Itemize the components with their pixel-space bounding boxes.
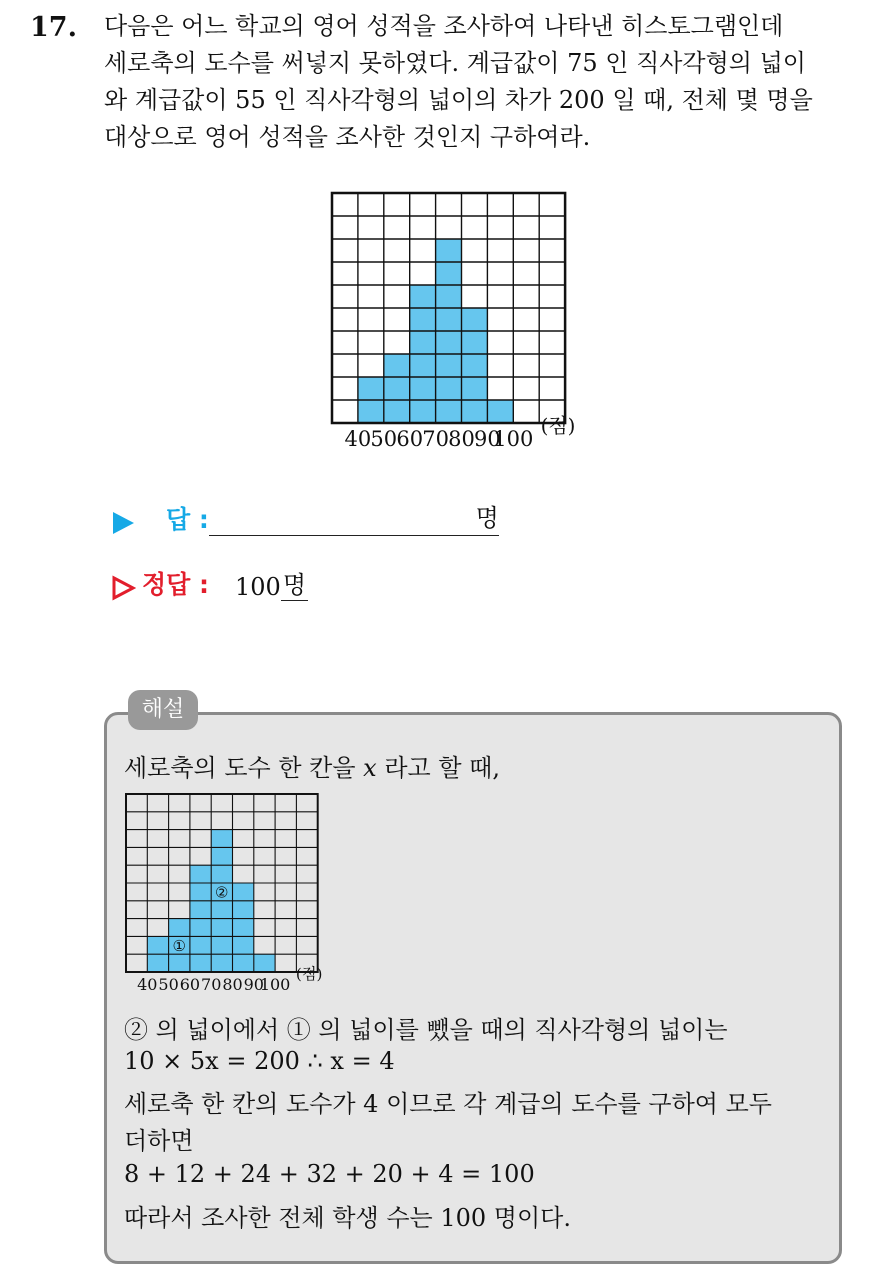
x-axis-unit-label: (점) [295, 965, 323, 984]
question-line-3: 와 계급값이 55 인 직사각형의 넓이의 차가 200 일 때, 전체 몇 명을 [104, 86, 813, 114]
question-line-2: 세로축의 도수를 써넣지 못하였다. 계급값이 75 인 직사각형의 넓이 [104, 49, 806, 77]
play-triangle-icon [110, 510, 136, 536]
x-tick-label: 50 [158, 975, 179, 994]
explanation-line-6: 8 + 12 + 24 + 32 + 20 + 4 = 100 [124, 1160, 535, 1188]
explanation-line-4: 세로축 한 칸의 도수가 4 이므로 각 계급의 도수를 구하여 모두 [124, 1090, 772, 1118]
explanation-tab: 해설 [128, 690, 198, 730]
x-tick-label: 80 [448, 427, 475, 451]
x-tick-label: 90 [474, 427, 501, 451]
histogram-bar [487, 400, 513, 423]
x-tick-label: 70 [201, 975, 222, 994]
histogram-main [320, 185, 650, 457]
question-number: 17. [30, 12, 77, 43]
x-tick-label: 90 [243, 975, 264, 994]
correct-answer-value: 100 [235, 573, 281, 601]
answer-unit: 명 [475, 504, 499, 532]
x-tick-label: 40 [137, 975, 158, 994]
histogram-explanation [118, 788, 368, 998]
histogram-bar [384, 354, 410, 423]
correct-answer-row [110, 565, 308, 601]
correct-answer-label: 정답 : [142, 570, 210, 599]
x-axis-unit-label: (점) [540, 413, 576, 438]
answer-row [110, 500, 499, 536]
histogram-bar [254, 954, 275, 972]
histogram-bar [462, 308, 488, 423]
x-tick-label: 80 [222, 975, 243, 994]
answer-input[interactable] [209, 501, 499, 536]
explanation-line-2: ② 의 넓이에서 ① 의 넓이를 뺐을 때의 직사각형의 넓이는 [124, 1016, 728, 1044]
explanation-line-5: 더하면 [124, 1127, 194, 1155]
x-tick-label: 60 [179, 975, 201, 994]
x-tick-label: 50 [370, 427, 398, 451]
x-tick-label: 100 [259, 975, 291, 994]
correct-answer-unit: 명 [281, 565, 308, 601]
outline-triangle-icon [110, 575, 136, 601]
question-line-1: 다음은 어느 학교의 영어 성적을 조사하여 나타낸 히스토그램인데 [104, 12, 784, 40]
region-2-label: ② [215, 883, 229, 902]
answer-label: 답 : [166, 505, 209, 534]
explanation-line-3: 10 × 5x = 200 ∴ x = 4 [124, 1047, 395, 1075]
question-text [104, 8, 864, 156]
region-1-label: ① [172, 936, 187, 955]
explanation-line-1: 세로축의 도수 한 칸을 x 라고 할 때, [124, 754, 500, 782]
question-line-4: 대상으로 영어 성적을 조사한 것인지 구하여라. [104, 123, 591, 151]
x-tick-label: 70 [422, 427, 449, 451]
histogram-bar [233, 883, 254, 972]
explanation-line-7: 따라서 조사한 전체 학생 수는 100 명이다. [124, 1204, 571, 1232]
x-tick-label: 60 [396, 427, 424, 451]
x-tick-label: 100 [493, 427, 534, 451]
x-tick-label: 40 [344, 427, 372, 451]
